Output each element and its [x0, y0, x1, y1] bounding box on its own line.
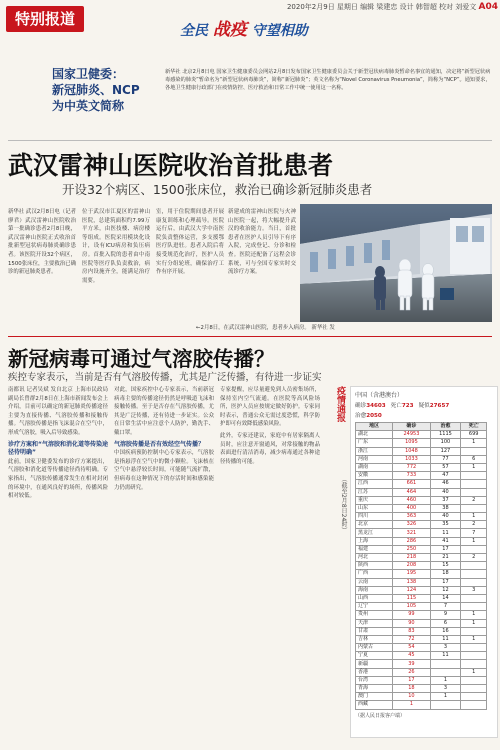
count-cell: 11 [430, 635, 461, 643]
table-row [356, 447, 487, 455]
table-row [356, 660, 487, 668]
epidemic-title: 疫情通报 [335, 386, 345, 422]
province-cell: 山东 [356, 504, 393, 512]
table-row [356, 439, 487, 447]
count-cell [461, 545, 487, 553]
deaths-value: 723 [401, 403, 414, 409]
table-row [356, 619, 487, 627]
count-cell: 10 [393, 693, 430, 701]
count-cell: 127 [430, 447, 461, 455]
count-cell: 57 [430, 463, 461, 471]
table-row [356, 431, 487, 439]
table-row [356, 545, 487, 553]
epidemic-header: 中国（含港澳台） [355, 392, 404, 399]
table-row [356, 455, 487, 463]
divider [8, 336, 492, 337]
count-cell: 90 [393, 619, 430, 627]
sub-heading: 诊疗方案和“气溶胶和消化道等传染途径待明确” [8, 440, 108, 457]
count-cell: 218 [393, 554, 430, 562]
count-cell: 17 [430, 545, 461, 553]
count-cell: 1 [461, 619, 487, 627]
epidemic-stats [355, 401, 495, 409]
count-cell: 124 [393, 586, 430, 594]
count-cell: 37 [430, 496, 461, 504]
table-row [356, 488, 487, 496]
count-cell: 208 [393, 562, 430, 570]
province-cell: 辽宁 [356, 603, 393, 611]
province-cell: 海南 [356, 586, 393, 594]
count-cell [461, 693, 487, 701]
count-cell [461, 644, 487, 652]
news-photo [300, 204, 492, 322]
province-cell: 吉林 [356, 635, 393, 643]
province-cell: 北京 [356, 521, 393, 529]
table-header-row [356, 423, 487, 431]
paragraph: 专家提醒，应尽量避免到人员密集场所，保持室内空气流通。在医院等高风险场所，医护人员应按规定做好防护。专家同时表示，普通公众无需过度恐慌，科学防护即可有效降低感染风险。 [220, 387, 320, 428]
table-row [356, 652, 487, 660]
count-cell: 14 [430, 594, 461, 602]
count-cell: 11 [430, 529, 461, 537]
paragraph: 中国疾病预防控制中心专家表示，气溶胶是指悬浮在空气中的微小颗粒。飞沫核在空气中悬浮较长时间，可能随气流扩散，但病毒在这种情况下的存活时间和感染能力仍需研究。 [114, 450, 214, 491]
paragraph: 对此，国家疾控中心专家表示，当前新冠病毒主要的传播途径仍然是呼吸道飞沫和接触传播。至于是否存在气溶胶传播，尤其是广泛传播，还有待进一步证实。公众在日常生活中应注意个人防护，勤洗手、戴口罩。 [114, 387, 214, 436]
count-cell: 1 [461, 463, 487, 471]
count-cell: 400 [393, 504, 430, 512]
table-row [356, 586, 487, 594]
suspected-stat [419, 401, 450, 409]
main-headline: 武汉雷神山医院收治首批患者 [8, 151, 334, 180]
main-story-column-4: 新建成的雷神山医院与火神山医院一起，将大幅提升武汉的收治能力。当日，首批患者在医护人员引导下有序入院，完成登记、分诊和检查。医院还配备了远程会诊系统，可与全国专家实时交流诊疗方案。 [228, 209, 296, 276]
epidemic-timestamp: （截至2月8日24时） [340, 476, 347, 534]
count-cell: 195 [393, 570, 430, 578]
ncp-title-line3: 为中英文简称 [52, 99, 125, 113]
province-cell: 安徽 [356, 472, 393, 480]
ncp-notice-body: 新华社 北京2月8日电 国家卫生健康委员会网站2月8日发布国家卫生健康委员会关于新型冠状病毒肺炎暂命名事宜的通知，决定将“新型冠状病毒感染的肺炎”暂命名为“新型冠状病毒肺炎”，简称“新冠肺炎”；英文名称为“Novel Coronavirus Pneumonia”，简称为“NCP”。通知要求，各地卫生健康行政部门在疫情防控、医疗救治和日常工作中统一使用这一名称。 [165, 69, 491, 91]
confirmed-value: 34603 [366, 403, 386, 409]
suspected-label: 疑似 [418, 403, 430, 409]
count-cell: 9 [430, 611, 461, 619]
count-cell: 138 [393, 578, 430, 586]
count-cell: 733 [393, 472, 430, 480]
count-cell: 3 [461, 586, 487, 594]
count-cell: 1 [461, 537, 487, 545]
count-cell: 77 [430, 455, 461, 463]
paragraph: 此外，专家还建议，家庭中有居家隔离人员时，应注意开窗通风，对常接触的物品表面进行清洁消毒，减少病毒通过各种途径传播的可能。 [220, 432, 320, 465]
epidemic-stats-2 [355, 411, 495, 419]
province-cell: 贵州 [356, 611, 393, 619]
count-cell: 17 [393, 676, 430, 684]
count-cell: 3 [430, 685, 461, 693]
count-cell: 21 [430, 554, 461, 562]
confirmed-stat [355, 401, 386, 409]
province-cell: 广西 [356, 570, 393, 578]
table-row [356, 504, 487, 512]
count-cell [461, 685, 487, 693]
count-cell: 83 [393, 627, 430, 635]
photo-caption: ←2月8日，在武汉雷神山医院，患者步入病房。 新华社 发 [196, 325, 335, 331]
table-row [356, 529, 487, 537]
table-row [356, 463, 487, 471]
main-story-column-2: 位于武汉市江夏区的雷神山医院，总建筑面积约7.99万平方米，由医技楼、病房楼等组成。医院采用模块化设计，设有ICU病房和负压病房。首批入院的患者由中南医院等医疗队负责救治，病房内设施齐全，能满足治疗需要。 [82, 209, 150, 284]
count-cell: 1 [430, 693, 461, 701]
count-cell [461, 594, 487, 602]
campaign-prefix: 全民 [180, 23, 208, 39]
second-story-column-3 [220, 386, 320, 466]
count-cell: 7 [461, 529, 487, 537]
province-cell: 新疆 [356, 660, 393, 668]
table-row [356, 603, 487, 611]
count-cell: 1 [461, 513, 487, 521]
count-cell: 326 [393, 521, 430, 529]
paragraph: 南都讯 记者吴斌 发自北京 上海市民政局副局长曾群2月8日在上海市新闻发布会上介绍，目前可以确定的新冠肺炎传播途径主要为直接传播、气溶胶传播和接触传播。气溶胶传播是指飞沫混合在空气中，形成气溶胶，吸入后导致感染。 [8, 387, 108, 436]
count-cell: 1 [393, 701, 430, 709]
province-cell: 重庆 [356, 496, 393, 504]
column-header: 地区 [356, 423, 393, 431]
suspected-value: 27657 [429, 403, 450, 409]
province-cell: 四川 [356, 513, 393, 521]
sub-heading: 气溶胶传播是否有效经空气传播？ [114, 440, 205, 448]
table-row [356, 644, 487, 652]
count-cell: 464 [393, 488, 430, 496]
campaign-suffix: 守望相助 [251, 23, 308, 39]
count-cell: 12 [430, 586, 461, 594]
issue-line [238, 2, 498, 12]
province-cell: 台湾 [356, 676, 393, 684]
ncp-title-line1: 国家卫健委： [52, 67, 125, 81]
count-cell: 250 [393, 545, 430, 553]
province-cell: 内蒙古 [356, 644, 393, 652]
hospital-corridor-photo [300, 204, 492, 322]
count-cell [461, 701, 487, 709]
cured-label: 治愈 [355, 413, 367, 419]
count-cell [461, 660, 487, 668]
province-cell: 西藏 [356, 701, 393, 709]
count-cell: 40 [430, 488, 461, 496]
count-cell: 699 [461, 431, 487, 439]
count-cell: 460 [393, 496, 430, 504]
table-row [356, 521, 487, 529]
table-row [356, 611, 487, 619]
table-row [356, 685, 487, 693]
campaign-banner [180, 15, 340, 39]
column-header: 治愈 [430, 423, 461, 431]
count-cell: 286 [393, 537, 430, 545]
cured-value: 2050 [366, 413, 382, 419]
count-cell: 39 [393, 660, 430, 668]
count-cell: 1 [461, 635, 487, 643]
table-row [356, 537, 487, 545]
province-cell: 青海 [356, 685, 393, 693]
province-cell: 黑龙江 [356, 529, 393, 537]
count-cell [461, 570, 487, 578]
count-cell [430, 668, 461, 676]
count-cell [461, 488, 487, 496]
paragraph: 此前，国家卫健委发布的诊疗方案提出，气溶胶和消化道等传播途径尚待明确。专家指出，气溶胶传播通常发生在相对封闭的环境中，在通风良好的场所，传播风险相对较低。 [8, 458, 108, 500]
province-cell: 山西 [356, 594, 393, 602]
table-row [356, 570, 487, 578]
cured-stat [355, 411, 382, 419]
province-cell: 广东 [356, 439, 393, 447]
second-story-column-1 [8, 386, 108, 501]
count-cell: 2 [461, 496, 487, 504]
province-cell: 云南 [356, 578, 393, 586]
count-cell: 72 [393, 635, 430, 643]
count-cell: 661 [393, 480, 430, 488]
table-row [356, 693, 487, 701]
table-row [356, 676, 487, 684]
province-cell: 江西 [356, 480, 393, 488]
count-cell [461, 603, 487, 611]
count-cell: 6 [430, 619, 461, 627]
count-cell: 1 [430, 676, 461, 684]
count-cell: 41 [430, 537, 461, 545]
count-cell: 2 [461, 554, 487, 562]
province-cell: 福建 [356, 545, 393, 553]
province-cell: 陕西 [356, 562, 393, 570]
province-cell: 湖南 [356, 463, 393, 471]
count-cell: 6 [461, 455, 487, 463]
province-table [355, 422, 487, 710]
confirmed-label: 确诊 [355, 403, 367, 409]
count-cell [461, 676, 487, 684]
count-cell: 1033 [393, 455, 430, 463]
count-cell: 1 [461, 668, 487, 676]
second-story-column-2 [114, 386, 214, 492]
count-cell: 54 [393, 644, 430, 652]
count-cell: 7 [430, 603, 461, 611]
deaths-label: 死亡 [390, 403, 402, 409]
table-row [356, 635, 487, 643]
count-cell: 1 [461, 439, 487, 447]
province-cell: 香港 [356, 668, 393, 676]
count-cell: 18 [430, 570, 461, 578]
table-row [356, 480, 487, 488]
main-story-column-3: 室，用于住院期间患者开展康复训练和心理疏导。医院运行后，由武汉大学中南医院负责整体运营，多支援鄂医疗队进驻。患者入院后将接受规范化治疗，医护人员实行分组轮班，确保治疗工作有序开展。 [156, 209, 224, 276]
count-cell [461, 480, 487, 488]
main-subheadline: 开设32个病区、1500张床位，救治已确诊新冠肺炎患者 [62, 182, 373, 197]
count-cell: 321 [393, 529, 430, 537]
count-cell: 26 [393, 668, 430, 676]
province-cell: 甘肃 [356, 627, 393, 635]
epidemic-source: （据人民日报客户端） [355, 712, 406, 719]
province-cell: 天津 [356, 619, 393, 627]
table-row [356, 562, 487, 570]
table-row [356, 496, 487, 504]
province-cell: 江苏 [356, 488, 393, 496]
province-cell: 浙江 [356, 447, 393, 455]
count-cell: 11 [430, 652, 461, 660]
count-cell: 46 [430, 480, 461, 488]
count-cell: 772 [393, 463, 430, 471]
column-header: 确诊 [393, 423, 430, 431]
table-row [356, 513, 487, 521]
count-cell: 1 [461, 611, 487, 619]
campaign-main: 战疫 [212, 20, 247, 40]
ncp-title-line2: 新冠肺炎、NCP [52, 83, 140, 97]
count-cell: 24953 [393, 431, 430, 439]
count-cell [461, 504, 487, 512]
table-row [356, 668, 487, 676]
count-cell: 16 [430, 627, 461, 635]
epidemic-panel [350, 386, 498, 738]
count-cell: 38 [430, 504, 461, 512]
count-cell [461, 578, 487, 586]
count-cell: 17 [430, 578, 461, 586]
deaths-stat [391, 401, 414, 409]
table-row [356, 554, 487, 562]
count-cell [461, 472, 487, 480]
count-cell: 3 [430, 644, 461, 652]
count-cell [430, 660, 461, 668]
count-cell: 40 [430, 513, 461, 521]
count-cell [430, 701, 461, 709]
count-cell: 1115 [430, 431, 461, 439]
province-cell: 宁夏 [356, 652, 393, 660]
province-cell: 河北 [356, 554, 393, 562]
count-cell: 2 [461, 521, 487, 529]
count-cell [461, 652, 487, 660]
count-cell [461, 562, 487, 570]
page-number: A04 [478, 2, 498, 12]
province-cell: 澳门 [356, 693, 393, 701]
main-story-column-1: 新华社 武汉2月8日电（记者廖君）武汉雷神山医院收治第一批确诊患者2月8日晚，武汉雷神山医院正式收治首批新型冠状病毒肺炎确诊患者。该医院开设32个病区，1500张床位，主要救治已确诊的新冠肺炎患者。 [8, 209, 76, 276]
count-cell: 18 [393, 685, 430, 693]
table-row [356, 594, 487, 602]
count-cell: 45 [393, 652, 430, 660]
province-cell: 上海 [356, 537, 393, 545]
table-row [356, 701, 487, 709]
count-cell: 105 [393, 603, 430, 611]
province-cell: 湖北 [356, 431, 393, 439]
count-cell: 47 [430, 472, 461, 480]
table-row [356, 472, 487, 480]
count-cell [461, 627, 487, 635]
column-header: 死亡 [461, 423, 487, 431]
count-cell: 115 [393, 594, 430, 602]
count-cell: 35 [430, 521, 461, 529]
count-cell: 99 [393, 611, 430, 619]
count-cell: 363 [393, 513, 430, 521]
table-row [356, 578, 487, 586]
count-cell: 1095 [393, 439, 430, 447]
divider [8, 140, 492, 141]
province-cell: 河南 [356, 455, 393, 463]
second-headline: 新冠病毒可通过气溶胶传播？ [8, 347, 275, 371]
ncp-notice-title [52, 66, 162, 114]
count-cell: 1048 [393, 447, 430, 455]
issue-meta: 2020年2月9日 星期日 编辑 梁建忠 设计 韩智超 校对 刘爱文 [286, 3, 477, 11]
second-subheadline: 疾控专家表示，当前是否有气溶胶传播，尤其是广泛传播，有待进一步证实 [8, 372, 322, 383]
count-cell: 100 [430, 439, 461, 447]
section-tag: 特别报道 [6, 6, 84, 32]
count-cell [461, 447, 487, 455]
count-cell: 15 [430, 562, 461, 570]
table-row [356, 627, 487, 635]
